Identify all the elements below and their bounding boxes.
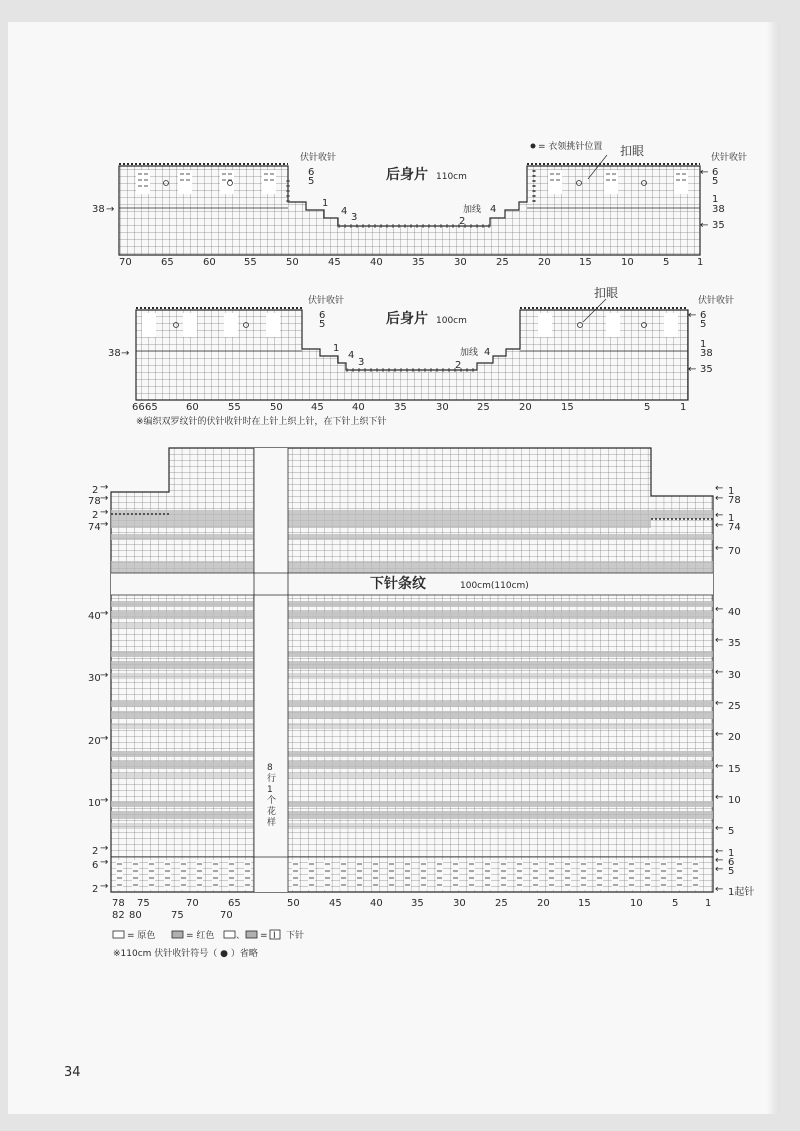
red-stripe (111, 510, 169, 528)
plain-swatch-2 (224, 931, 235, 938)
rib-column (356, 860, 363, 890)
x-tick: 75 (137, 898, 150, 909)
row-label-right: 35 (712, 220, 725, 231)
pattern-note-char: 花 (267, 807, 277, 817)
rib-column (500, 860, 507, 890)
x-tick: 60 (203, 257, 216, 268)
arrow-icon: → (100, 733, 109, 744)
rib-column (468, 860, 475, 890)
left-arrows (100, 482, 108, 892)
neck-dot-icon (531, 144, 536, 149)
red-stripe (111, 561, 713, 573)
row-label-right: 25 (728, 701, 741, 712)
buttonhole-label-110: 扣眼 (620, 144, 645, 158)
red-stripe (111, 811, 713, 819)
arrow-icon: → (100, 670, 109, 681)
row-label: 1 (322, 198, 329, 209)
chart-size-100: 100cm (436, 316, 467, 326)
x-tick: 45 (329, 898, 342, 909)
right-arrows (715, 483, 723, 895)
arrow-icon: → (100, 507, 109, 518)
x-tick: 70 (119, 257, 132, 268)
red-stripe (111, 534, 713, 540)
x-tick: 30 (453, 898, 466, 909)
arrow-icon: ← (715, 604, 724, 615)
x-tick: 78 (112, 898, 125, 909)
arrow-icon: ← (700, 167, 709, 178)
rib-column (388, 860, 395, 890)
arrow-icon: ← (715, 855, 724, 866)
row-label: 20 (88, 736, 101, 747)
rib-column (628, 860, 635, 890)
row-label: 1 (333, 343, 340, 354)
rib-column (676, 860, 683, 890)
rib-column (660, 860, 667, 890)
row-label: 5 (319, 319, 326, 330)
x-tick: 20 (537, 898, 550, 909)
red-stripe (111, 701, 713, 707)
row-label: 4 (348, 350, 355, 361)
rib-column (212, 860, 219, 890)
row-label: 4 (341, 206, 348, 217)
row-label: 4 (484, 347, 491, 358)
rib-column (484, 860, 491, 890)
footnote-100: ※编织双罗纹针的伏针收针时在上针上织上针，在下针上织下针 (136, 417, 387, 427)
row-label: 10 (88, 798, 101, 809)
row-label: 40 (88, 611, 101, 622)
x-axis-ticks-100 (132, 402, 686, 413)
bind-off-label-right: 伏针收针 (711, 153, 748, 163)
row-label: 5 (308, 176, 315, 187)
row-label: 74 (88, 522, 101, 533)
row-label: 2 (92, 884, 99, 895)
row-label-right: 5 (712, 176, 719, 187)
arrow-icon: ← (688, 364, 697, 375)
rib-column (324, 860, 331, 890)
red-color-label: = 红色 (186, 931, 215, 941)
arrow-icon: ← (715, 823, 724, 834)
x-tick: 45 (311, 402, 324, 413)
rib-column (292, 860, 299, 890)
row-label-left: 38 (108, 348, 121, 359)
row-label: 30 (88, 673, 101, 684)
x-tick: 50 (286, 257, 299, 268)
x-tick: 10 (630, 898, 643, 909)
row-label-right: 38 (712, 204, 725, 215)
row-label-right: 15 (728, 764, 741, 775)
arrow-icon: → (121, 348, 130, 359)
rib-column (644, 860, 651, 890)
chart-title-110: 后身片 (386, 167, 428, 183)
arrow-icon: → (106, 204, 115, 215)
back-body-chart-100 (108, 285, 734, 427)
legend-note: ※110cm 伏针收针符号（ ● ）省略 (113, 949, 258, 959)
red-swatch-2 (246, 931, 257, 938)
red-stripe (111, 773, 713, 779)
row-label-right: 1 (728, 486, 735, 497)
row-label-right: 70 (728, 546, 741, 557)
arrow-icon: ← (715, 864, 724, 875)
rib-column (116, 860, 123, 890)
x-tick: 5 (663, 257, 670, 268)
row-label: 6 (319, 310, 326, 321)
x-tick: 70 (220, 910, 233, 921)
arrow-icon: → (100, 519, 109, 530)
arrow-icon: ← (715, 510, 724, 521)
x-tick: 25 (495, 898, 508, 909)
x-tick: 15 (578, 898, 591, 909)
stripe-chart-title: 下针条纹 (370, 576, 426, 592)
x-tick: 1 (697, 257, 704, 268)
row-label: 3 (351, 212, 358, 223)
row-label-right: 1 (712, 194, 719, 205)
x-tick: 15 (579, 257, 592, 268)
row-label-right: 40 (728, 607, 741, 618)
row-label-right: 30 (728, 670, 741, 681)
back-body-chart-110 (92, 140, 747, 268)
x-tick: 25 (477, 402, 490, 413)
row-label-right: 1 (700, 339, 707, 350)
rib-column (452, 860, 459, 890)
arrow-icon: → (100, 493, 109, 504)
rib-column (372, 860, 379, 890)
x-tick: 35 (394, 402, 407, 413)
x-tick: 1 (705, 898, 712, 909)
bind-off-label-left-100: 伏针收针 (308, 296, 345, 306)
rib-column (692, 860, 699, 890)
rib-column (308, 860, 315, 890)
x-tick: 30 (436, 402, 449, 413)
pattern-note-char: 样 (267, 818, 277, 828)
x-tick: 75 (171, 910, 184, 921)
row-label: 6 (92, 860, 99, 871)
stripe-chart (88, 448, 754, 921)
x-tick: 55 (244, 257, 257, 268)
arrow-icon: ← (688, 310, 697, 321)
plain-color-label: = 原色 (127, 931, 156, 941)
x-tick: 1 (680, 402, 687, 413)
x-tick: 45 (328, 257, 341, 268)
arrow-icon: → (100, 608, 109, 619)
row-label: 2 (92, 485, 99, 496)
rib-column (164, 860, 171, 890)
rib-column (516, 860, 523, 890)
row-label-right: 5 (728, 826, 735, 837)
arrow-icon: → (100, 843, 109, 854)
add-thread-label: 加线 (463, 205, 482, 215)
arrow-icon: ← (700, 220, 709, 231)
row-label-left: 38 (92, 204, 105, 215)
rib-column (404, 860, 411, 890)
x-axis-ticks-110 (119, 257, 703, 268)
row-label: 3 (358, 357, 365, 368)
row-label: 2 (92, 510, 99, 521)
red-stripe (111, 661, 713, 669)
legend-separator: 、 (236, 931, 246, 941)
row-label-right: 20 (728, 732, 741, 743)
rib-column (548, 860, 555, 890)
rib-column (196, 860, 203, 890)
arrow-icon: ← (715, 635, 724, 646)
rib-column (180, 860, 187, 890)
row-label-right: 5 (700, 319, 707, 330)
rib-column (148, 860, 155, 890)
x-tick: 65 (161, 257, 174, 268)
pattern-note-char: 1 (267, 785, 273, 795)
red-stripe (111, 651, 713, 657)
red-stripe (111, 711, 713, 719)
x-tick: 5 (644, 402, 651, 413)
row-label-right: 1起针 (728, 887, 755, 898)
x-tick: 66 (132, 402, 145, 413)
red-color-swatch (172, 931, 183, 938)
arrow-icon: ← (715, 543, 724, 554)
legend (113, 929, 304, 959)
arrow-icon: ← (715, 761, 724, 772)
arrow-icon: → (100, 881, 109, 892)
rib-column (436, 860, 443, 890)
knitting-chart-page (8, 22, 780, 1114)
row-label-right: 74 (728, 522, 741, 533)
pattern-note-char: 个 (267, 796, 277, 806)
row-label-right: 35 (700, 364, 713, 375)
rib-column (228, 860, 235, 890)
row-label-right: 5 (728, 866, 735, 877)
stripe-chart-size: 100cm(110cm) (460, 581, 529, 591)
rib-column (596, 860, 603, 890)
x-tick: 65 (228, 898, 241, 909)
chart-title-100: 后身片 (386, 311, 428, 327)
x-tick: 70 (186, 898, 199, 909)
arrow-icon: ← (715, 698, 724, 709)
arrow-icon: ← (715, 846, 724, 857)
buttonhole-label-100: 扣眼 (594, 286, 619, 300)
knit-symbol: I (273, 931, 276, 941)
page-number: 34 (64, 1065, 81, 1080)
row-label: 4 (490, 204, 497, 215)
x-tick: 35 (411, 898, 424, 909)
knit-label: 下针 (286, 931, 305, 941)
bind-off-label-left: 伏针收针 (300, 153, 337, 163)
arrow-icon: ← (715, 884, 724, 895)
x-tick: 25 (496, 257, 509, 268)
red-stripe (111, 751, 713, 757)
x-tick: 10 (621, 257, 634, 268)
plain-color-swatch (113, 931, 124, 938)
row-label: 2 (92, 846, 99, 857)
rib-column (340, 860, 347, 890)
red-stripe (111, 723, 713, 729)
row-label: 6 (308, 167, 315, 178)
arrow-icon: ← (715, 493, 724, 504)
rib-column (532, 860, 539, 890)
red-stripe (651, 510, 713, 519)
row-label-right: 78 (728, 495, 741, 506)
pattern-note-char: 8 (267, 763, 273, 773)
row-label-right: 6 (712, 167, 719, 178)
rib-column (244, 860, 251, 890)
neck-legend: = 衣领挑针位置 (538, 142, 603, 152)
red-stripe (111, 823, 713, 829)
x-tick: 5 (672, 898, 679, 909)
row-label-right: 35 (728, 638, 741, 649)
x-tick: 20 (519, 402, 532, 413)
red-stripe (111, 801, 713, 807)
row-label: 2 (455, 360, 462, 371)
x-tick: 40 (352, 402, 365, 413)
pattern-note-char: 行 (267, 774, 277, 784)
row-label-right: 6 (728, 857, 735, 868)
x-tick: 60 (186, 402, 199, 413)
red-stripe (111, 623, 713, 629)
bind-off-label-right-100: 伏针收针 (698, 296, 735, 306)
x-tick: 15 (561, 402, 574, 413)
arrow-icon: ← (715, 792, 724, 803)
x-tick: 80 (129, 910, 142, 921)
x-tick: 20 (538, 257, 551, 268)
arrow-icon: → (100, 857, 109, 868)
x-tick: 82 (112, 910, 125, 921)
x-tick: 50 (270, 402, 283, 413)
arrow-icon: ← (715, 667, 724, 678)
red-stripe (111, 601, 713, 607)
legend-equals: = (260, 931, 268, 941)
row-label-right: 38 (700, 348, 713, 359)
arrow-icon: ← (715, 729, 724, 740)
add-thread-label-100: 加线 (460, 348, 479, 358)
row-label-right: 1 (728, 848, 735, 859)
x-tick: 35 (412, 257, 425, 268)
x-tick: 40 (370, 898, 383, 909)
x-axis-ticks-stripes (112, 898, 711, 921)
row-label-right: 6 (700, 310, 707, 321)
arrow-icon: ← (715, 483, 724, 494)
red-stripe (111, 611, 713, 619)
rib-column (132, 860, 139, 890)
x-tick: 40 (370, 257, 383, 268)
rib-column (612, 860, 619, 890)
arrow-icon: → (100, 482, 109, 493)
row-label: 78 (88, 496, 101, 507)
red-stripe (169, 510, 651, 528)
rib-column (564, 860, 571, 890)
red-stripe (111, 673, 713, 679)
rib-column (420, 860, 427, 890)
arrow-icon: ← (715, 520, 724, 531)
arrow-icon: → (100, 795, 109, 806)
row-label-right: 1 (728, 513, 735, 524)
rib-column (580, 860, 587, 890)
red-stripe (111, 761, 713, 769)
row-label: 2 (459, 216, 466, 227)
row-label-right: 10 (728, 795, 741, 806)
x-tick: 50 (287, 898, 300, 909)
x-tick: 30 (454, 257, 467, 268)
page (8, 22, 780, 1114)
chart-size-110: 110cm (436, 172, 467, 182)
x-tick: 65 (145, 402, 158, 413)
x-tick: 55 (228, 402, 241, 413)
